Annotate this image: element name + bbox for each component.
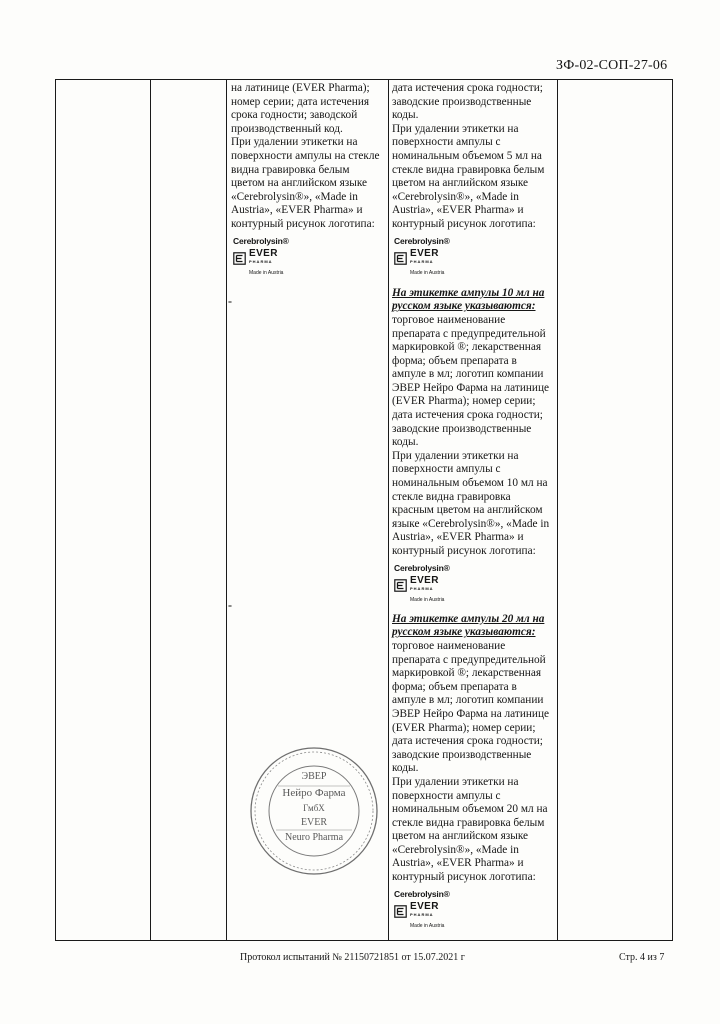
text-line: контурный рисунок логотипа:: [392, 217, 536, 230]
company-stamp: [248, 745, 380, 877]
text-line: На этикетке ампулы 10 мл на: [392, 286, 545, 299]
logo-row: [233, 250, 387, 266]
column-4-cell: [392, 82, 556, 939]
text-line: на латинице (EVER Pharma);: [231, 82, 370, 94]
text-line: При удалении этикетки на: [392, 775, 519, 788]
logo-made-in: Made in Austria: [410, 923, 445, 930]
column-3-cell: [231, 82, 387, 286]
logo-brand-name: EVER: [249, 248, 278, 260]
text-line: дата истечения срока годности;: [392, 409, 543, 422]
text-line: коды.: [392, 436, 419, 449]
text-line: При удалении этикетки на: [392, 122, 519, 135]
ever-logo-icon: [233, 252, 246, 265]
logo-made-in: Made in Austria: [249, 270, 284, 277]
text-line: поверхности ампулы с: [392, 789, 501, 802]
logo-made-in: Made in Austria: [410, 597, 445, 604]
logo-title: Cerebrolysin®: [394, 562, 450, 573]
cerebrolysin-logo: [233, 235, 387, 281]
logo-brand: [410, 577, 439, 593]
logo-brand: [410, 903, 439, 919]
protocol-footer: Протокол испытаний № 21150721851 от 15.07.2021 г: [240, 952, 465, 963]
logo-title: Cerebrolysin®: [394, 888, 450, 899]
logo-brand-name: EVER: [410, 575, 439, 587]
text-line: (EVER Pharma); номер серии;: [392, 721, 536, 734]
text-line: торговое наименование: [392, 639, 506, 652]
ever-logo-icon: [394, 905, 407, 918]
cerebrolysin-logo: [394, 235, 556, 281]
text-line: Austria», «EVER Pharma» и: [392, 531, 524, 544]
text-line: маркировкой ®; лекарственная: [392, 341, 542, 354]
stamp-line: ГмбХ: [303, 803, 325, 813]
block-20ml: [392, 613, 556, 934]
text-line: поверхности ампулы на стекле: [231, 149, 380, 162]
text-line: форма; объем препарата в: [392, 354, 517, 367]
text-line: номинальным объемом 20 мл на: [392, 803, 548, 816]
text-line: срока годности; заводской: [231, 109, 358, 122]
logo-brand-sub: PHARMA: [410, 586, 434, 592]
text-line: заводские производственные: [392, 95, 532, 108]
text-line: ампуле в мл; логотип компании: [392, 368, 544, 381]
block-10ml: [392, 287, 556, 608]
text-line: При удалении этикетки на: [392, 449, 519, 462]
column-divider: [150, 80, 151, 940]
text-line: стекле видна гравировка: [392, 490, 511, 503]
column-divider: [557, 80, 558, 940]
logo-brand-name: EVER: [410, 248, 439, 260]
logo-brand: [249, 250, 278, 266]
text-line: поверхности ампулы с: [392, 136, 501, 149]
text-line: контурный рисунок логотипа:: [392, 871, 536, 884]
column-divider: [226, 80, 227, 940]
text-line: ЭВЕР Нейро Фарма на латинице: [392, 707, 550, 720]
text-line: препарата с предупредительной: [392, 327, 546, 340]
text-line: русском языке указываются:: [392, 626, 536, 639]
logo-title: Cerebrolysin®: [233, 235, 289, 246]
stamp-line: Нейро Фарма: [282, 787, 346, 799]
text-line: номинальным объемом 5 мл на: [392, 149, 542, 162]
text-line: ампуле в мл; логотип компании: [392, 694, 544, 707]
cerebrolysin-logo: [394, 562, 556, 608]
text-line: цветом на английском языке: [392, 830, 529, 843]
text-line: заводские производственные: [392, 422, 532, 435]
dash-mark: -: [228, 294, 232, 308]
logo-row: [394, 577, 556, 593]
text-line: стекле видна гравировка белым: [392, 163, 545, 176]
stamp-line: ЭВЕР: [301, 771, 327, 782]
block-20ml-heading: [392, 613, 556, 640]
text-line: коды.: [392, 762, 419, 775]
logo-brand: [410, 250, 439, 266]
block-20ml-text: [392, 640, 556, 885]
text-line: цветом на английском языке: [392, 177, 529, 190]
column-divider: [388, 80, 389, 940]
block-10ml-heading: [392, 287, 556, 314]
cerebrolysin-logo: [394, 888, 556, 934]
text-line: цветом на английском языке: [231, 177, 368, 190]
text-line: ЭВЕР Нейро Фарма на латинице: [392, 381, 550, 394]
text-line: поверхности ампулы с: [392, 463, 501, 476]
text-line: Austria», «EVER Pharma» и: [392, 857, 524, 870]
text-line: русском языке указываются:: [392, 300, 536, 313]
text-line: торговое наименование: [392, 313, 506, 326]
text-line: видна гравировка белым: [231, 163, 350, 176]
text-line: дата истечения срока годности;: [392, 735, 543, 748]
text-line: «Cerebrolysin®», «Made in: [231, 190, 358, 203]
text-line: контурный рисунок логотипа:: [392, 545, 536, 557]
stamp-line: Neuro Pharma: [284, 832, 344, 843]
text-line: «Cerebrolysin®», «Made in: [392, 843, 519, 856]
column-3-text: [231, 82, 387, 232]
logo-row: [394, 250, 556, 266]
text-line: языке «Cerebrolysin®», «Made in: [392, 517, 550, 530]
text-line: препарата с предупредительной: [392, 653, 546, 666]
text-line: коды.: [392, 109, 419, 122]
text-line: (EVER Pharma); номер серии;: [392, 395, 536, 408]
page-number: Стр. 4 из 7: [619, 952, 665, 963]
ever-logo-icon: [394, 252, 407, 265]
text-line: форма; объем препарата в: [392, 680, 517, 693]
block-10ml-text: [392, 314, 556, 559]
logo-made-in: Made in Austria: [410, 270, 445, 277]
text-line: При удалении этикетки на: [231, 136, 358, 149]
stamp-line: EVER: [300, 817, 328, 828]
logo-row: [394, 903, 556, 919]
text-line: Austria», «EVER Pharma» и: [392, 204, 524, 217]
ever-logo-icon: [394, 579, 407, 592]
text-line: стекле видна гравировка белым: [392, 816, 545, 829]
text-line: «Cerebrolysin®», «Made in: [392, 190, 519, 203]
logo-title: Cerebrolysin®: [394, 235, 450, 246]
logo-brand-sub: PHARMA: [249, 259, 273, 265]
logo-brand-sub: PHARMA: [410, 259, 434, 265]
text-line: номер серии; дата истечения: [231, 95, 370, 108]
text-line: контурный рисунок логотипа:: [231, 217, 375, 230]
document-code: ЗФ-02-СОП-27-06: [556, 58, 668, 73]
text-line: красным цветом на английском: [392, 504, 543, 517]
text-line: номинальным объемом 10 мл на: [392, 477, 548, 490]
text-line: дата истечения срока годности;: [392, 82, 543, 94]
dash-mark: -: [228, 598, 232, 612]
text-line: заводские производственные: [392, 748, 532, 761]
block-5ml: [392, 82, 556, 281]
block-5ml-text: [392, 82, 556, 232]
text-line: Austria», «EVER Pharma» и: [231, 204, 363, 217]
text-line: производственный код.: [231, 122, 343, 135]
text-line: На этикетке ампулы 20 мл на: [392, 612, 545, 625]
logo-brand-name: EVER: [410, 901, 439, 913]
logo-brand-sub: PHARMA: [410, 912, 434, 918]
text-line: маркировкой ®; лекарственная: [392, 667, 542, 680]
